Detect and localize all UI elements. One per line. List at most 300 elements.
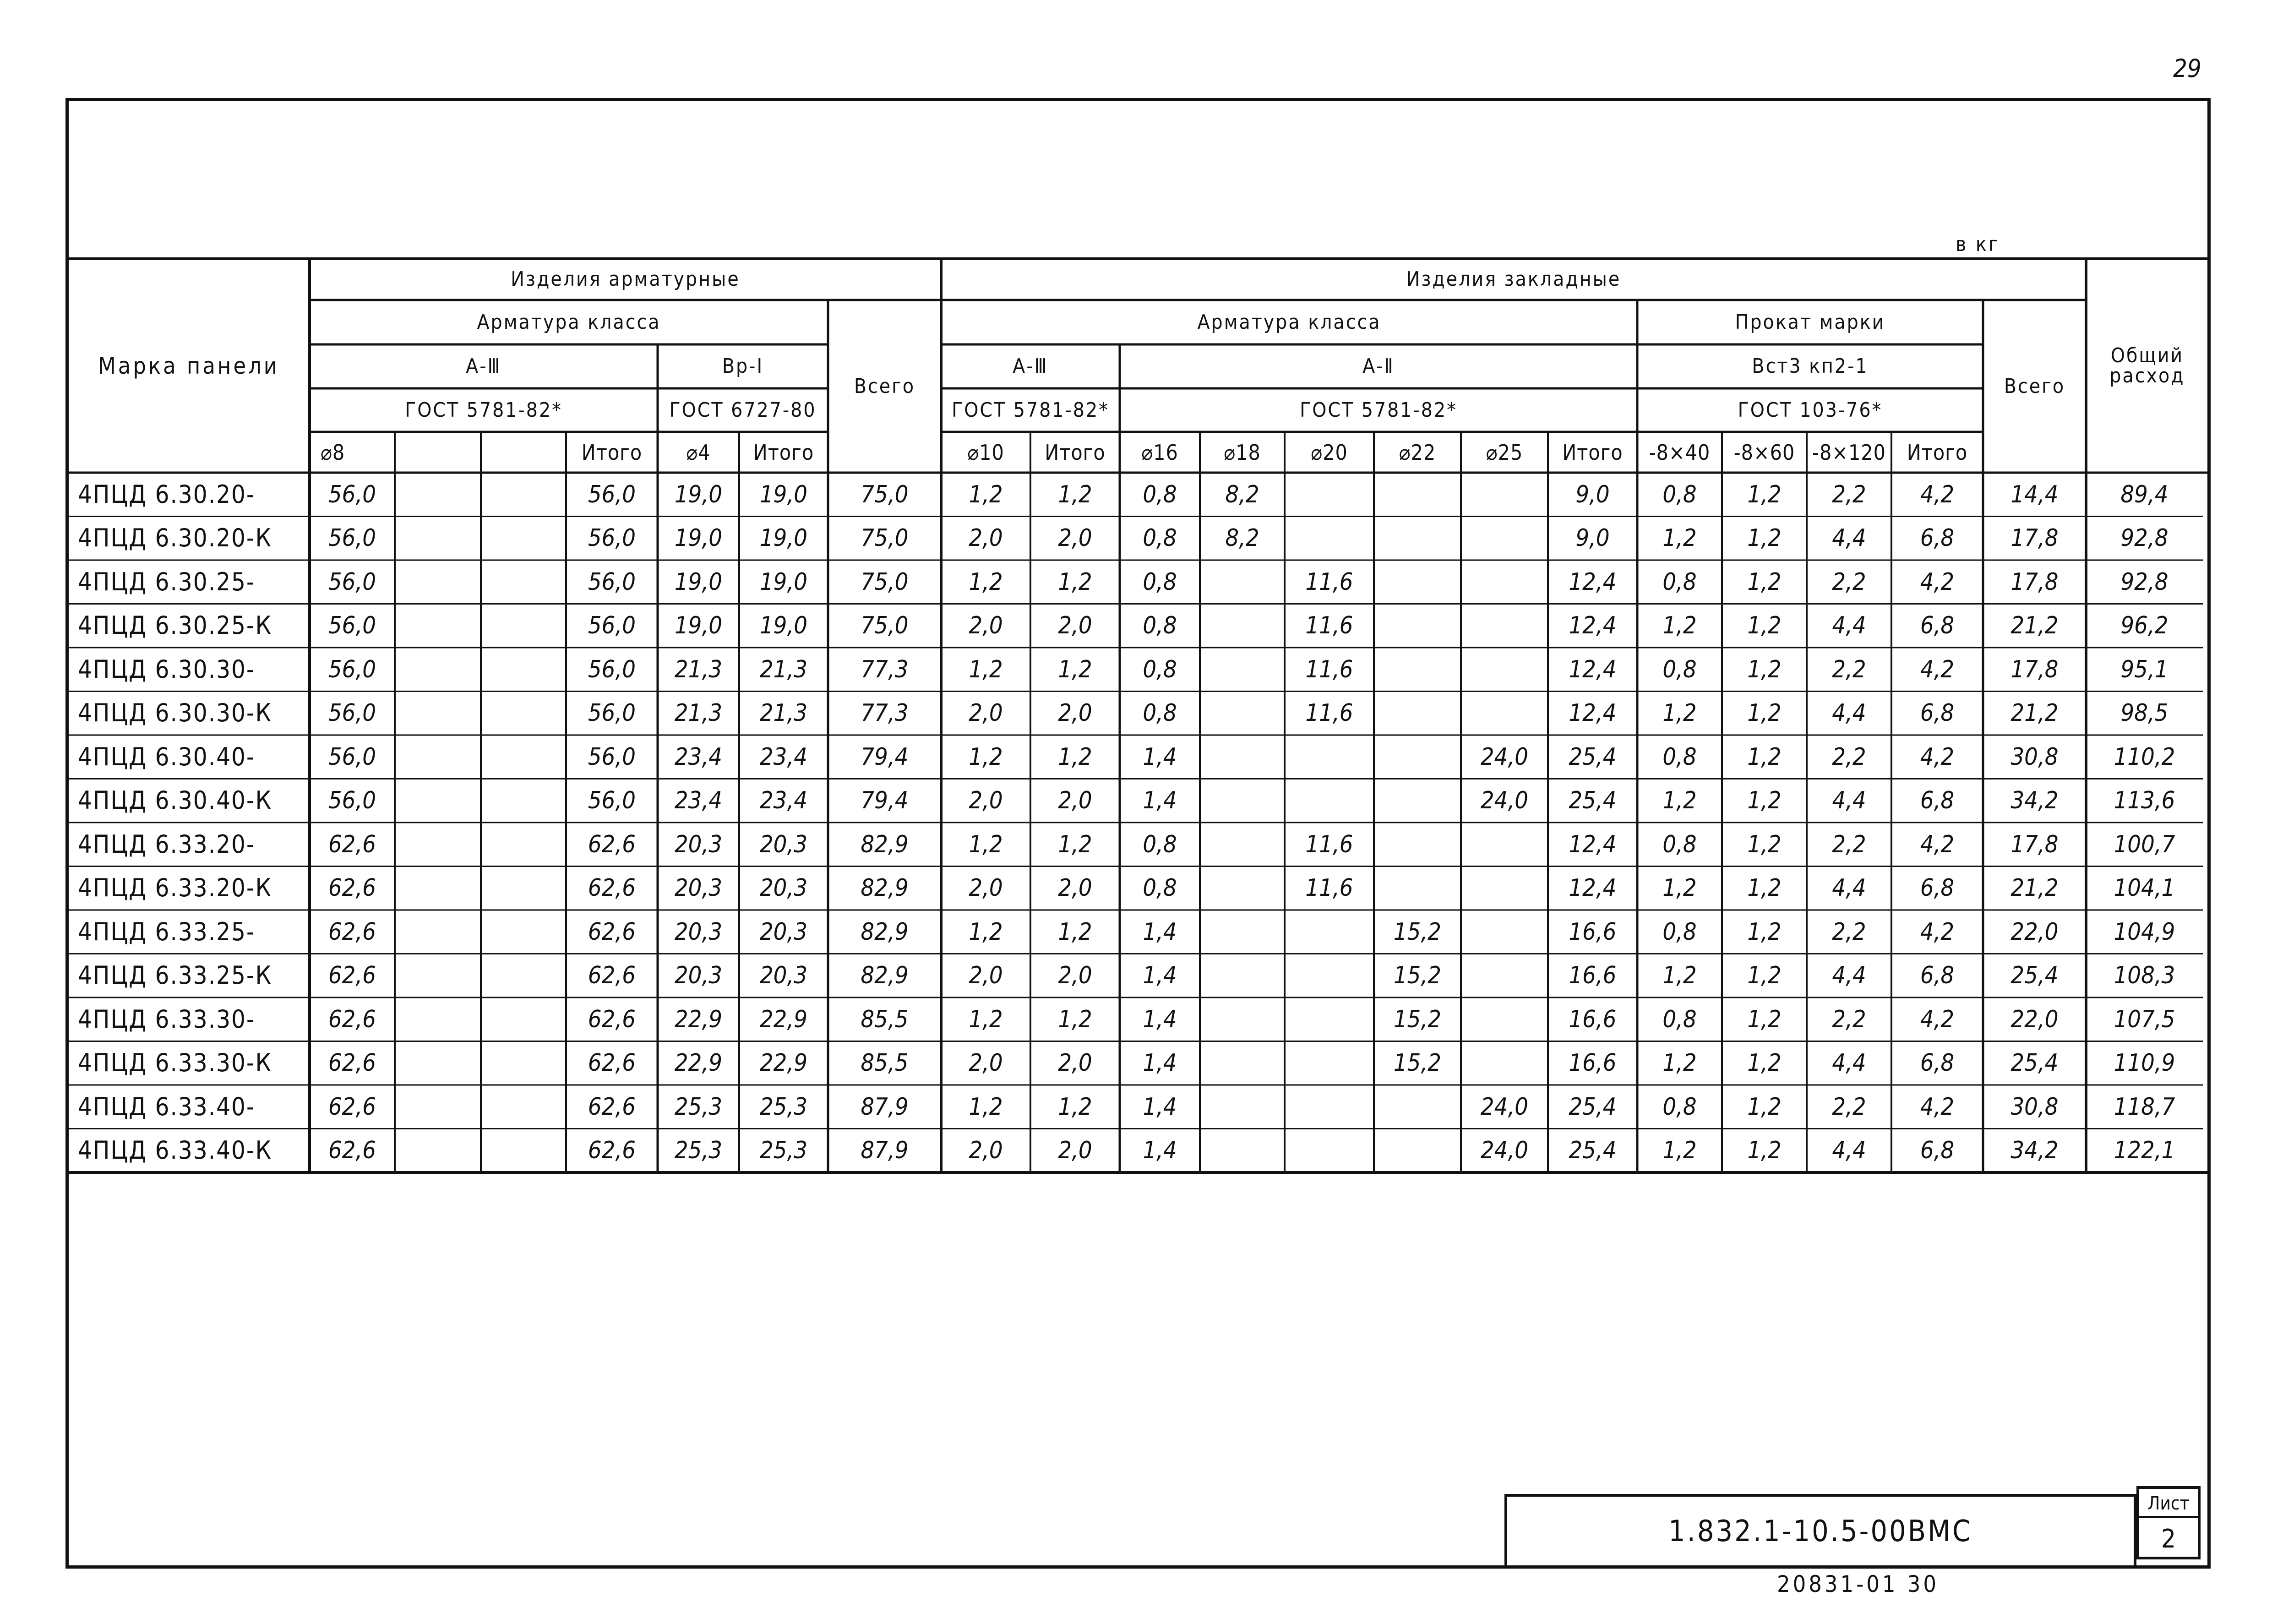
table-row-mark: 4ПЦД 6.30.25-: [78, 567, 256, 596]
table-cell: 6,8: [1920, 1137, 1955, 1165]
table-cell: [1461, 954, 1548, 998]
header-rebar-class-1: Арматура класса: [477, 310, 661, 334]
subheader-cell: [395, 432, 481, 473]
table-cell: 1,2: [1662, 1137, 1697, 1165]
table-cell: 56,0: [588, 655, 636, 683]
table-cell: [481, 823, 566, 866]
mark-column-header: Марка панели: [98, 352, 280, 379]
table-cell: 4,2: [1920, 568, 1955, 596]
subheader-cell: -8×60: [1733, 440, 1795, 465]
table-cell: 24,0: [1480, 743, 1529, 771]
table-cell: 6,8: [1920, 699, 1955, 727]
table-cell: [1285, 1041, 1374, 1085]
table-cell: 85,5: [861, 1005, 909, 1033]
table-cell: 25,4: [2010, 1049, 2059, 1077]
page-number: 29: [2173, 54, 2201, 83]
table-cell: 0,8: [1143, 568, 1177, 596]
table-cell: 1,2: [1058, 918, 1092, 946]
table-cell: 24,0: [1480, 787, 1529, 815]
footer-code: 20831-01 30: [1777, 1571, 1940, 1597]
table-cell: 1,2: [1058, 743, 1092, 771]
table-cell: 4,2: [1920, 480, 1955, 508]
header-vst3: Вст3 кп2-1: [1752, 354, 1869, 378]
table-cell: 1,2: [1662, 612, 1697, 640]
table-cell: 9,0: [1575, 480, 1610, 508]
table-cell: 56,0: [588, 568, 636, 596]
table-cell: 56,0: [328, 612, 376, 640]
subheader-cell: Итого: [1045, 440, 1106, 465]
table-cell: [1374, 560, 1461, 604]
table-cell: [1461, 692, 1548, 736]
table-cell: 0,8: [1662, 655, 1697, 683]
table-cell: 0,8: [1143, 612, 1177, 640]
table-cell: 2,0: [1058, 1137, 1092, 1165]
table-row-mark: 4ПЦД 6.33.40-: [78, 1092, 256, 1121]
table-cell: 1,2: [1662, 699, 1697, 727]
table-cell: 1,2: [1058, 568, 1092, 596]
table-cell: 62,6: [328, 874, 376, 902]
table-cell: [1374, 604, 1461, 648]
table-cell: 19,0: [759, 568, 808, 596]
table-cell: [481, 560, 566, 604]
table-cell: 62,6: [588, 1049, 636, 1077]
table-cell: 62,6: [328, 1137, 376, 1165]
table-cell: [1461, 560, 1548, 604]
table-cell: 1,2: [1058, 655, 1092, 683]
table-cell: [395, 517, 481, 561]
table-cell: 62,6: [328, 1005, 376, 1033]
table-cell: 25,3: [759, 1093, 808, 1121]
table-cell: 104,1: [2114, 874, 2175, 902]
table-cell: 20,3: [674, 830, 723, 858]
table-cell: 62,6: [588, 874, 636, 902]
table-cell: 1,2: [1662, 524, 1697, 552]
table-cell: 17,8: [2010, 524, 2059, 552]
table-cell: 56,0: [328, 568, 376, 596]
table-cell: 1,2: [969, 655, 1003, 683]
table-cell: [481, 954, 566, 998]
subheader-cell: ⌀4: [686, 440, 711, 465]
header-class-a3-1: А-Ⅲ: [466, 354, 501, 378]
table-cell: [1374, 648, 1461, 692]
table-cell: [1200, 997, 1285, 1041]
table-cell: 4,2: [1920, 1093, 1955, 1121]
table-cell: 1,2: [969, 568, 1003, 596]
table-cell: 23,4: [674, 743, 723, 771]
table-cell: 56,0: [328, 743, 376, 771]
table-cell: 110,2: [2114, 743, 2175, 771]
subheader-cell: ⌀18: [1224, 440, 1261, 465]
units-note: в кг: [1956, 233, 2000, 256]
table-cell: 34,2: [2010, 787, 2059, 815]
table-cell: 2,0: [1058, 1049, 1092, 1077]
table-cell: 4,4: [1832, 962, 1866, 990]
table-cell: [1374, 779, 1461, 823]
table-cell: 56,0: [588, 699, 636, 727]
table-cell: 6,8: [1920, 962, 1955, 990]
table-cell: 0,8: [1143, 874, 1177, 902]
table-cell: 17,8: [2010, 568, 2059, 596]
table-cell: 30,8: [2010, 743, 2059, 771]
table-cell: [1200, 560, 1285, 604]
table-cell: [1461, 866, 1548, 910]
table-cell: [481, 517, 566, 561]
table-cell: [395, 735, 481, 779]
table-cell: 1,2: [969, 480, 1003, 508]
table-cell: [1200, 1041, 1285, 1085]
table-row-mark: 4ПЦД 6.33.20-: [78, 829, 256, 859]
table-cell: 0,8: [1662, 568, 1697, 596]
table-cell: 30,8: [2010, 1093, 2059, 1121]
table-cell: 75,0: [861, 480, 909, 508]
table-cell: 1,2: [1747, 743, 1782, 771]
table-cell: 16,6: [1569, 962, 1617, 990]
table-cell: 0,8: [1143, 699, 1177, 727]
table-cell: [1200, 1085, 1285, 1129]
table-cell: 1,2: [969, 1005, 1003, 1033]
table-cell: 16,6: [1569, 1049, 1617, 1077]
header-gost-5781-1: ГОСТ 5781-82*: [405, 398, 562, 422]
table-cell: 62,6: [328, 1093, 376, 1121]
table-cell: 1,2: [1747, 830, 1782, 858]
table-cell: [395, 1085, 481, 1129]
table-cell: 19,0: [759, 480, 808, 508]
table-cell: [1200, 735, 1285, 779]
table-cell: [395, 560, 481, 604]
table-cell: 82,9: [861, 918, 909, 946]
table-cell: [481, 1129, 566, 1173]
table-cell: 56,0: [588, 612, 636, 640]
table-cell: 108,3: [2114, 962, 2175, 990]
table-cell: 1,2: [1747, 1137, 1782, 1165]
table-cell: 22,9: [674, 1005, 723, 1033]
table-row-mark: 4ПЦД 6.30.20-К: [78, 523, 272, 553]
table-cell: [1200, 823, 1285, 866]
header-gost-5781-3: ГОСТ 5781-82*: [1300, 398, 1457, 422]
table-cell: [1200, 692, 1285, 736]
table-cell: 2,2: [1832, 480, 1866, 508]
header-reinforcement-products: Изделия арматурные: [511, 267, 740, 291]
table-cell: 62,6: [588, 918, 636, 946]
table-cell: 15,2: [1393, 962, 1442, 990]
subheader-cell: ⌀22: [1399, 440, 1436, 465]
header-gost-103: ГОСТ 103-76*: [1738, 398, 1883, 422]
table-cell: 21,3: [674, 699, 723, 727]
table-cell: 92,8: [2120, 568, 2168, 596]
table-cell: 75,0: [861, 524, 909, 552]
table-cell: [1285, 517, 1374, 561]
table-cell: 19,0: [674, 568, 723, 596]
table-cell: [1374, 473, 1461, 517]
table-cell: 0,8: [1143, 655, 1177, 683]
table-cell: 79,4: [861, 743, 909, 771]
table-cell: 21,2: [2010, 612, 2059, 640]
table-cell: 21,3: [759, 699, 808, 727]
table-cell: [1374, 692, 1461, 736]
table-cell: 2,0: [1058, 787, 1092, 815]
table-cell: 107,5: [2114, 1005, 2175, 1033]
table-cell: 1,2: [1662, 962, 1697, 990]
table-cell: [481, 779, 566, 823]
table-cell: 77,3: [861, 655, 909, 683]
table-cell: 20,3: [674, 962, 723, 990]
table-cell: 56,0: [588, 743, 636, 771]
table-cell: 4,2: [1920, 830, 1955, 858]
table-cell: 21,2: [2010, 874, 2059, 902]
table-cell: 6,8: [1920, 874, 1955, 902]
table-cell: 4,4: [1832, 1049, 1866, 1077]
table-cell: 82,9: [861, 962, 909, 990]
table-cell: 110,9: [2114, 1049, 2175, 1077]
table-cell: [395, 866, 481, 910]
table-cell: 2,2: [1832, 1005, 1866, 1033]
table-cell: 56,0: [588, 524, 636, 552]
table-cell: [395, 604, 481, 648]
table-cell: 24,0: [1480, 1093, 1529, 1121]
table-cell: [1285, 1129, 1374, 1173]
table-cell: [481, 692, 566, 736]
table-cell: [395, 648, 481, 692]
table-cell: 6,8: [1920, 1049, 1955, 1077]
table-cell: 79,4: [861, 787, 909, 815]
table-cell: 1,2: [1747, 962, 1782, 990]
table-cell: 100,7: [2114, 830, 2175, 858]
table-cell: 1,2: [1662, 787, 1697, 815]
table-cell: [1374, 1085, 1461, 1129]
table-cell: 25,4: [2010, 962, 2059, 990]
table-cell: 62,6: [588, 1005, 636, 1033]
table-cell: 16,6: [1569, 1005, 1617, 1033]
table-cell: 56,0: [328, 524, 376, 552]
table-cell: 1,2: [969, 743, 1003, 771]
header-rolled-steel: Прокат марки: [1735, 310, 1885, 334]
table-cell: [1200, 779, 1285, 823]
table-row-mark: 4ПЦД 6.33.30-К: [78, 1048, 272, 1078]
table-cell: [1200, 1129, 1285, 1173]
table-cell: [395, 779, 481, 823]
table-cell: 15,2: [1393, 1049, 1442, 1077]
table-row-mark: 4ПЦД 6.30.20-: [78, 480, 256, 509]
table-cell: 1,2: [1747, 1005, 1782, 1033]
table-cell: 1,4: [1143, 1137, 1177, 1165]
table-cell: 23,4: [674, 787, 723, 815]
table-cell: 0,8: [1662, 1005, 1697, 1033]
table-cell: 25,3: [759, 1137, 808, 1165]
table-cell: 2,0: [969, 524, 1003, 552]
table-cell: [1374, 735, 1461, 779]
table-cell: [481, 604, 566, 648]
table-cell: 56,0: [588, 480, 636, 508]
table-cell: 1,2: [1747, 480, 1782, 508]
table-cell: 0,8: [1662, 918, 1697, 946]
table-cell: 1,2: [1747, 612, 1782, 640]
table-cell: [481, 648, 566, 692]
table-cell: 62,6: [328, 830, 376, 858]
table-cell: [395, 473, 481, 517]
table-cell: 25,4: [1569, 1137, 1617, 1165]
table-cell: 9,0: [1575, 524, 1610, 552]
table-cell: [1374, 866, 1461, 910]
table-cell: 34,2: [2010, 1137, 2059, 1165]
table-cell: 2,2: [1832, 655, 1866, 683]
table-cell: 2,0: [969, 612, 1003, 640]
table-cell: 1,2: [1662, 1049, 1697, 1077]
table-cell: 4,2: [1920, 1005, 1955, 1033]
table-cell: 19,0: [674, 480, 723, 508]
table-cell: [1285, 954, 1374, 998]
table-cell: 1,4: [1143, 962, 1177, 990]
table-cell: 1,2: [1662, 874, 1697, 902]
table-cell: 1,2: [1747, 655, 1782, 683]
table-cell: 87,9: [861, 1093, 909, 1121]
table-cell: 12,4: [1569, 655, 1617, 683]
table-cell: 12,4: [1569, 612, 1617, 640]
table-cell: [1461, 997, 1548, 1041]
table-cell: 62,6: [328, 962, 376, 990]
table-cell: 0,8: [1662, 480, 1697, 508]
header-total-1: Всего: [854, 374, 915, 398]
table-cell: 25,4: [1569, 787, 1617, 815]
table-cell: 14,4: [2010, 480, 2059, 508]
table-cell: 1,4: [1143, 787, 1177, 815]
table-cell: 2,2: [1832, 568, 1866, 596]
table-cell: 20,3: [674, 874, 723, 902]
table-cell: 1,2: [969, 1093, 1003, 1121]
table-cell: 62,6: [588, 1137, 636, 1165]
subheader-cell: -8×40: [1649, 440, 1711, 465]
table-cell: [481, 473, 566, 517]
table-cell: 12,4: [1569, 699, 1617, 727]
table-cell: [481, 1085, 566, 1129]
table-cell: 62,6: [588, 962, 636, 990]
table-cell: 12,4: [1569, 568, 1617, 596]
table-cell: 11,6: [1305, 612, 1353, 640]
table-cell: 1,2: [1058, 480, 1092, 508]
header-gost-5781-2: ГОСТ 5781-82*: [952, 398, 1109, 422]
subheader-cell: [481, 432, 566, 473]
table-cell: [1285, 473, 1374, 517]
table-cell: 4,4: [1832, 612, 1866, 640]
table-cell: 4,4: [1832, 874, 1866, 902]
header-rebar-class-2: Арматура класса: [1197, 310, 1381, 334]
table-cell: 82,9: [861, 874, 909, 902]
subheader-cell: Итого: [581, 440, 643, 465]
table-cell: 2,0: [969, 962, 1003, 990]
table-cell: [1461, 604, 1548, 648]
table-row-mark: 4ПЦД 6.33.40-К: [78, 1136, 272, 1165]
table-cell: 2,2: [1832, 1093, 1866, 1121]
table-cell: [395, 997, 481, 1041]
table-cell: 23,4: [759, 787, 808, 815]
table-cell: 11,6: [1305, 655, 1353, 683]
table-cell: 25,3: [674, 1137, 723, 1165]
subheader-cell: Итого: [1562, 440, 1623, 465]
table-cell: 77,3: [861, 699, 909, 727]
table-cell: 98,5: [2120, 699, 2168, 727]
table-cell: 25,3: [674, 1093, 723, 1121]
table-cell: [1461, 473, 1548, 517]
table-cell: 6,8: [1920, 612, 1955, 640]
table-cell: 0,8: [1143, 830, 1177, 858]
table-cell: 2,0: [969, 1137, 1003, 1165]
table-cell: [481, 1041, 566, 1085]
table-cell: 15,2: [1393, 1005, 1442, 1033]
table-cell: 0,8: [1143, 524, 1177, 552]
table-cell: [1374, 1129, 1461, 1173]
table-cell: 20,3: [759, 918, 808, 946]
table-cell: 95,1: [2120, 655, 2168, 683]
table-cell: 56,0: [328, 480, 376, 508]
table-cell: 11,6: [1305, 699, 1353, 727]
table-cell: 2,0: [1058, 524, 1092, 552]
header-total-2: Всего: [2004, 374, 2065, 398]
table-cell: 22,0: [2010, 1005, 2059, 1033]
table-cell: 2,2: [1832, 743, 1866, 771]
table-row-mark: 4ПЦД 6.33.25-К: [78, 961, 272, 990]
stamp-sheet-number: 2: [2161, 1524, 2176, 1554]
table-cell: 24,0: [1480, 1137, 1529, 1165]
table-cell: [1461, 517, 1548, 561]
table-row-mark: 4ПЦД 6.30.40-К: [78, 786, 272, 815]
subheader-cell: ⌀20: [1311, 440, 1348, 465]
table-cell: [1285, 910, 1374, 954]
table-row-mark: 4ПЦД 6.30.40-: [78, 742, 256, 771]
subheader-cell: ⌀16: [1141, 440, 1178, 465]
header-embedded-products: Изделия закладные: [1406, 267, 1621, 291]
table-cell: [1461, 910, 1548, 954]
table-cell: [1200, 954, 1285, 998]
header-class-a2: А-Ⅱ: [1362, 354, 1395, 378]
table-cell: 56,0: [328, 655, 376, 683]
table-row-mark: 4ПЦД 6.33.20-К: [78, 873, 272, 903]
table-cell: [1200, 910, 1285, 954]
table-cell: 1,4: [1143, 1093, 1177, 1121]
table-cell: 21,3: [759, 655, 808, 683]
table-row-mark: 4ПЦД 6.33.30-: [78, 1004, 256, 1034]
table-cell: 2,0: [1058, 699, 1092, 727]
table-cell: 6,8: [1920, 787, 1955, 815]
table-cell: 1,2: [969, 918, 1003, 946]
table-cell: 1,4: [1143, 1049, 1177, 1077]
table-cell: 89,4: [2120, 480, 2168, 508]
table-cell: 62,6: [588, 1093, 636, 1121]
table-cell: 4,4: [1832, 1137, 1866, 1165]
table-cell: 122,1: [2114, 1137, 2175, 1165]
table-cell: 19,0: [759, 612, 808, 640]
table-cell: [395, 692, 481, 736]
table-cell: 104,9: [2114, 918, 2175, 946]
table-cell: 1,2: [969, 830, 1003, 858]
table-cell: 75,0: [861, 612, 909, 640]
table-cell: [1285, 779, 1374, 823]
table-cell: 19,0: [759, 524, 808, 552]
table-cell: 15,2: [1393, 918, 1442, 946]
table-cell: 1,2: [1747, 874, 1782, 902]
table-cell: 4,4: [1832, 699, 1866, 727]
table-cell: 21,3: [674, 655, 723, 683]
table-cell: 92,8: [2120, 524, 2168, 552]
table-cell: 85,5: [861, 1049, 909, 1077]
table-cell: 11,6: [1305, 874, 1353, 902]
table-cell: [1200, 866, 1285, 910]
table-cell: 2,2: [1832, 918, 1866, 946]
table-cell: 4,2: [1920, 743, 1955, 771]
table-cell: 56,0: [328, 787, 376, 815]
table-cell: 12,4: [1569, 830, 1617, 858]
subheader-cell: ⌀10: [967, 440, 1004, 465]
table-cell: 8,2: [1225, 480, 1259, 508]
table-row-mark: 4ПЦД 6.33.25-: [78, 917, 256, 946]
